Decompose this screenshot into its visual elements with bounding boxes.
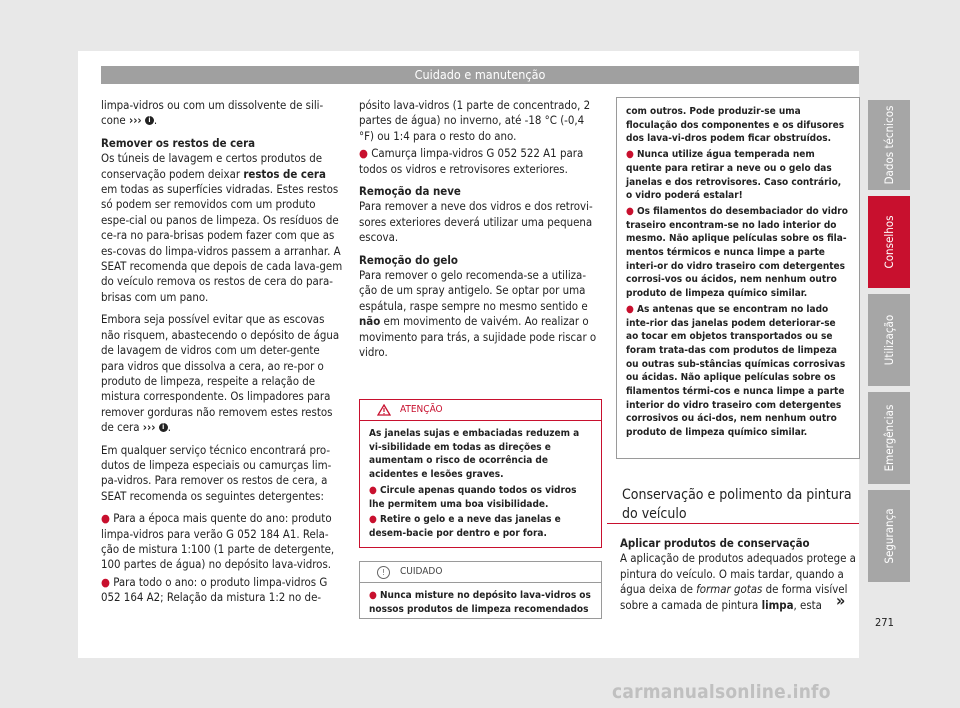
list-item: ● Para todo o ano: o produto limpa-vidros G 052 164 A2; Relação da mistura 1:2 no de- <box>101 574 328 605</box>
tab-dados-tecnicos[interactable]: Dados técnicos <box>868 100 910 190</box>
section-divider <box>607 523 859 524</box>
list-item: ● Para a época mais quente do ano: produto limpa-vidros para verão G 052 184 A1. Rela-ção de mistura 1:100 (1 parte de detergente, 100 partes de água) no depósito lava-vidros. <box>101 511 335 572</box>
list-item: ● As antenas que se encontram no lado inte-rior das janelas podem deteriorar-se ao tocar em objetos transportados ou se foram trata-das com produtos de limpeza ou outras sub-stâncias químicas corrosivas ou ácidas. Não aplique películas sobre os filamentos térmi-cos e nunca limpe a parte interior do vidro traseiro com detergentes corrosivos ou áci-dos, nem nenhum outro produto de limpeza químico similar. <box>626 303 846 439</box>
list-item: ● Camurça limpa-vidros G 052 522 A1 para todos os vidros e retrovisores exteriores. <box>359 146 584 176</box>
bullet-icon: ● <box>626 205 634 217</box>
caution-header <box>360 562 601 583</box>
warning-header <box>360 400 601 421</box>
paragraph: Para remover o gelo recomenda-se a utiliza-ção de um spray antigelo. Se optar por uma espátula, raspe sempre no mesmo sentido e não em movimento de vaivém. Ao realizar o movimento para trás, a sujidade pode riscar o vidro. <box>359 268 597 360</box>
bullet-icon: ● <box>626 149 634 161</box>
bullet-icon: ● <box>359 146 368 161</box>
list-item: ● Os filamentos do desembaciador do vidro traseiro encontram-se no lado interior do mesmo. Não aplique películas sobre os fila-mentos térmicos e nunca limpe a parte interi-or do vidro traseiro com detergentes corrosi-vos ou ácidos, nem nenhum outro produto de limpeza químico similar. <box>626 205 848 300</box>
page-header: Cuidado e manutenção <box>101 66 859 84</box>
list-item: ● Retire o gelo e a neve das janelas e desem-bacie por dentro e por fora. <box>369 514 561 539</box>
warning-triangle-icon <box>377 404 391 416</box>
reference-arrows[interactable]: ››› <box>128 113 142 128</box>
section-title: Conservação e polimento da pintura do veículo <box>622 487 852 522</box>
reference-arrows[interactable]: ››› <box>142 420 156 435</box>
caution-continuation-box <box>616 97 860 459</box>
column-3-text <box>620 536 856 620</box>
tab-emergencias[interactable]: Emergências <box>868 392 910 484</box>
warning-title: ATENÇÃO <box>400 404 443 415</box>
paragraph: A aplicação de produtos adequados protege a pintura do veículo. O mais tardar, quando a água deixa de formar gotas de forma visível sobre a camada de pintura limpa, esta <box>620 551 856 612</box>
caution-continuation-body: com outros. Pode produzir-se uma floculação dos componentes e os difusores dos lava-vi-dros podem ficar obstruídos. ● Nunca utilize água temperada nem quente para retirar a neve ou o gelo das janelas e dos retrovisores. Caso contrário, o vidro poderá estalar! ● Os filamentos do desembaciador do vidro traseiro encontram-se no lado interior do mesmo. Não aplique películas sobre os fila-mentos térmicos e nunca limpe a parte interi-or do vidro traseiro com detergentes corrosi-vos ou ácidos, nem nenhum outro produto de limpeza químico similar. ● As antenas que se encontram no lado inte-rior das janelas podem deteriorar-se ao tocar em objetos transportados ou se foram trata-das com produtos de limpeza ou outras sub-stâncias químicas corrosivas ou ácidas. Não aplique películas sobre os filamentos térmi-cos e nunca limpe a parte interior do vidro traseiro com detergentes corrosivos ou áci-dos, nem nenhum outro produto de limpeza químico similar. <box>617 98 859 448</box>
bullet-icon: ● <box>101 574 110 589</box>
paragraph: pósito lava-vidros (1 parte de concentrado, 2 partes de água) no inverno, até -18 °C (-0,4 °F) ou 1:4 para o resto do ano. <box>359 98 591 143</box>
info-icon[interactable]: i <box>145 116 154 125</box>
watermark: carmanualsonline.info <box>612 681 831 703</box>
paragraph: Embora seja possível evitar que as escovas não risquem, abastecendo o depósito de água de lavagem de vidros com um deter-gente para vidros que dissolva a cera, ao re-por o produto de limpeza, respeite a relação de mistura correspondente. Os limpadores para remover gorduras não removem estes restos de cera ››› i . <box>101 312 340 435</box>
caution-circle-icon: ! <box>377 566 390 579</box>
list-item: ● Nunca utilize água temperada nem quente para retirar a neve ou o gelo das janelas e dos retrovisores. Caso contrário, o vidro poderá estalar! <box>626 149 842 202</box>
tab-conselhos[interactable]: Conselhos <box>868 196 910 288</box>
paragraph: Os túneis de lavagem e certos produtos de conservação podem deixar restos de cera em todas as superfícies vidradas. Estes restos só podem ser removidos com um produto espe-cial ou panos de limpeza. Os resíduos de ce-ra no para-brisas podem fazer com que as es-covas do limpa-vidros passem a arranhar. A SEAT recomenda que depois de cada lava-gem do veículo remova os restos de cera do para-brisas com um pano. <box>101 151 343 304</box>
paragraph: limpa-vidros ou com um dissolvente de sili- cone ››› i . <box>101 98 324 128</box>
paragraph: Em qualquer serviço técnico encontrará pro-dutos de limpeza especiais ou camurças lim-pa-vidros. Para remover os restos de cera, a SEAT recomenda os seguintes detergentes: <box>101 442 332 503</box>
warning-body: As janelas sujas e embaciadas reduzem a vi-sibilidade em todas as direções e aumentam o risco de ocorrência de acidentes e lesões graves. ● Circule apenas quando todos os vidros lhe permitem uma boa visibilidade. ● Retire o gelo e a neve das janelas e desem-bacie por dentro e por fora. <box>360 421 601 549</box>
list-item: ● Nunca misture no depósito lava-vidros os nossos produtos de limpeza recomendados <box>369 590 591 615</box>
list-item: ● Circule apenas quando todos os vidros lhe permitem uma boa visibilidade. <box>369 484 577 510</box>
heading-remover-cera: Remover os restos de cera <box>101 135 256 150</box>
info-icon[interactable]: i <box>159 423 168 432</box>
bullet-icon: ● <box>369 590 377 601</box>
tab-seguranca[interactable]: Segurança <box>868 490 910 582</box>
bullet-icon: ● <box>369 484 377 496</box>
bullet-icon: ● <box>101 511 110 526</box>
heading-aplicar-produtos: Aplicar produtos de conservação <box>620 536 810 550</box>
page-number: 271 <box>875 616 894 629</box>
bullet-icon: ● <box>369 514 377 526</box>
caution-title: CUIDADO <box>400 566 443 577</box>
column-2 <box>359 98 601 368</box>
caution-box <box>359 561 602 619</box>
column-1 <box>101 98 343 608</box>
caution-body <box>360 583 601 624</box>
warning-box <box>359 399 602 548</box>
paragraph: Para remover a neve dos vidros e dos retrovi-sores exteriores deverá utilizar uma pequena escova. <box>359 199 593 245</box>
heading-remocao-gelo: Remoção do gelo <box>359 252 458 267</box>
heading-remocao-neve: Remoção da neve <box>359 184 461 199</box>
tab-utilizacao[interactable]: Utilização <box>868 294 910 386</box>
bullet-icon: ● <box>626 303 634 315</box>
continue-arrow-icon: » <box>836 591 846 610</box>
